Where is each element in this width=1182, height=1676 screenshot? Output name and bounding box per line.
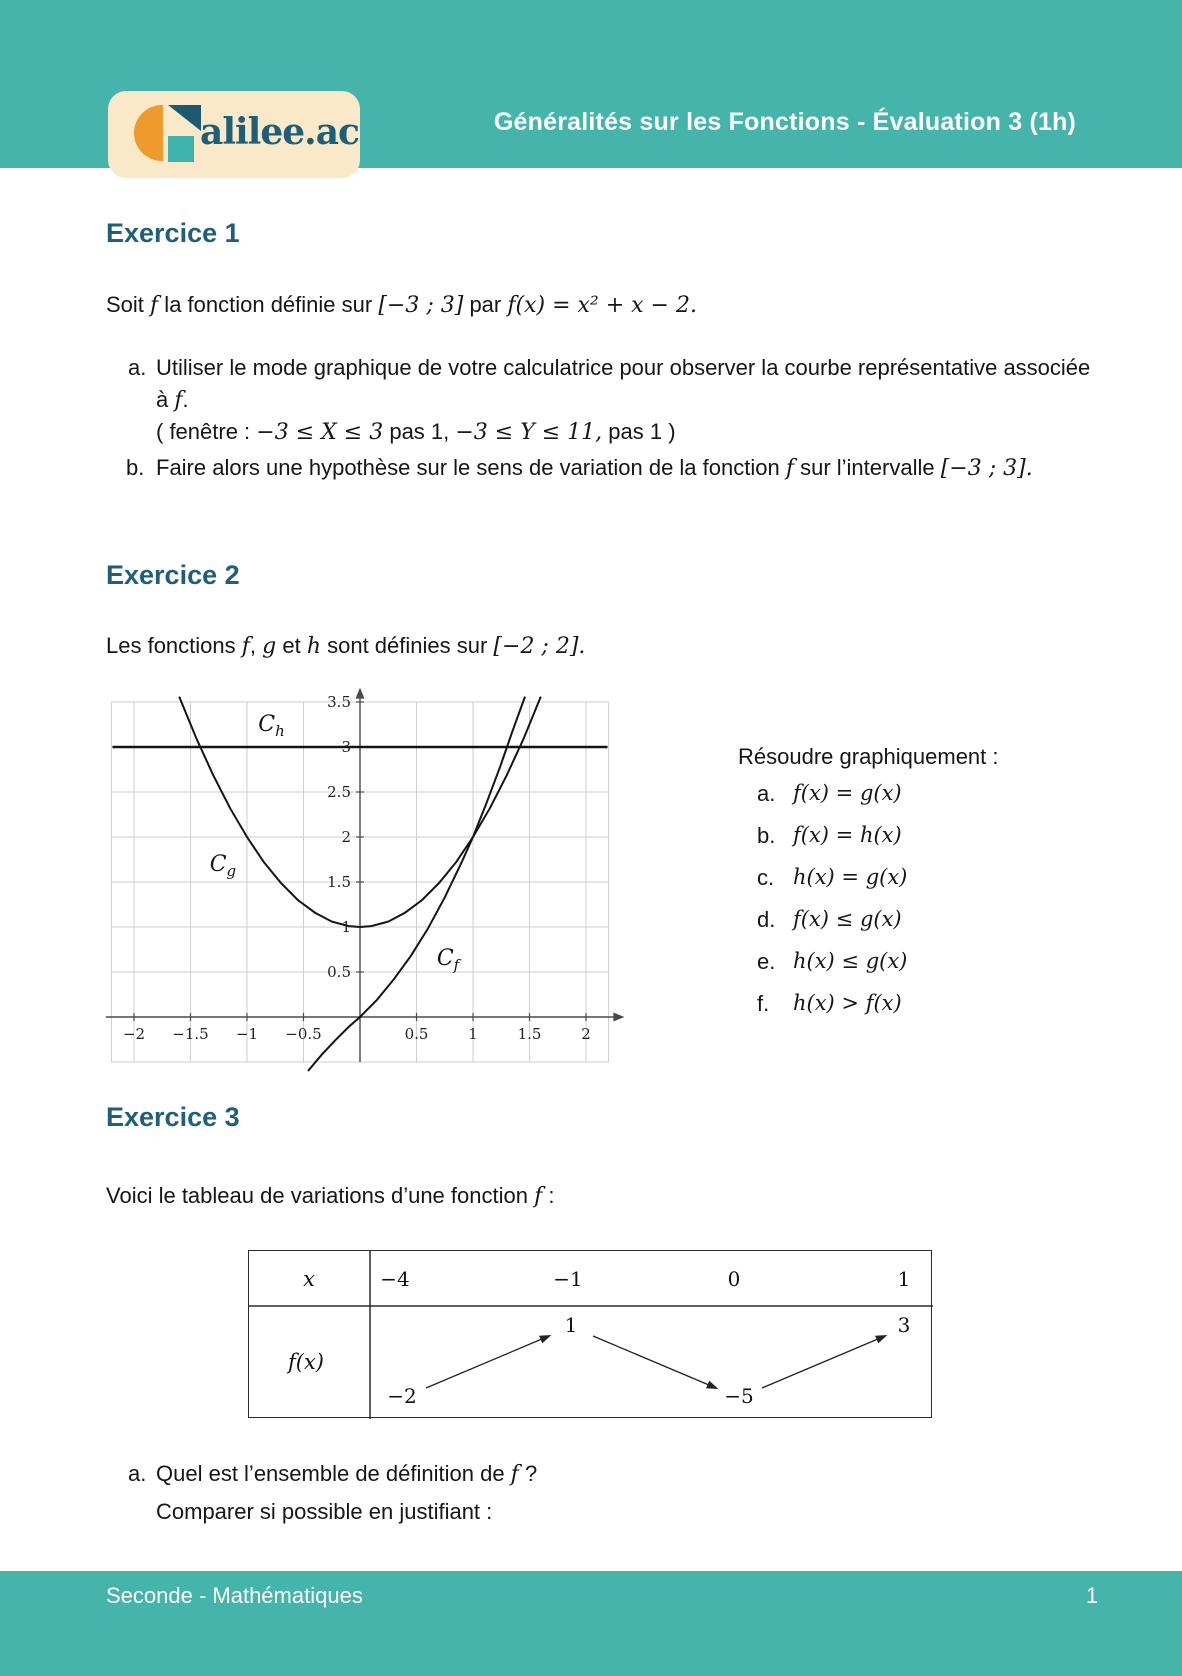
- math-segment: f: [534, 1184, 543, 1209]
- svg-text:1: 1: [341, 918, 351, 936]
- footer-course-label: Seconde - Mathématiques: [106, 1583, 363, 1608]
- svg-text:3.5: 3.5: [327, 693, 351, 711]
- logo-g-square-icon: [168, 136, 194, 162]
- exercise2-heading: Exercice 2: [106, 560, 240, 590]
- table-f-value: 3: [897, 1313, 911, 1337]
- svg-text:2.5: 2.5: [327, 783, 351, 801]
- logo-g-halfdisc-icon: [134, 105, 163, 161]
- variation-table-lines: [249, 1251, 933, 1419]
- svg-text:−1.5: −1.5: [172, 1025, 209, 1043]
- exercise1-heading: Exercice 1: [106, 218, 240, 248]
- text-segment: Quel est l’ensemble de définition de: [156, 1461, 511, 1486]
- logo-text: alilee.ac: [200, 111, 359, 153]
- resoudre-item-formula: h(x) > f(x): [793, 991, 902, 1015]
- resoudre-item-label: b.: [757, 823, 776, 848]
- table-row1-label: x: [303, 1267, 315, 1291]
- logo-g-triangle-icon: [168, 105, 201, 131]
- resoudre-item-formula: f(x) = g(x): [793, 781, 902, 805]
- variation-table: [248, 1250, 932, 1418]
- exercise1-item-b-label: b.: [126, 455, 145, 480]
- math-segment: [−3 ; 3]: [378, 293, 464, 318]
- text-segment: la fonction définie sur: [158, 292, 379, 317]
- table-f-value: 1: [564, 1313, 578, 1337]
- resoudre-item-formula: f(x) ≤ g(x): [793, 907, 902, 931]
- exercise3-item-a: [156, 1461, 537, 1488]
- table-x-value: 0: [727, 1267, 741, 1291]
- text-segment: Faire alors une hypothèse sur le sens de variation de la fonction: [156, 455, 786, 480]
- svg-text:0.5: 0.5: [327, 963, 351, 981]
- text-segment: :: [542, 1183, 555, 1208]
- table-x-value: 1: [897, 1267, 911, 1291]
- svg-text:0.5: 0.5: [404, 1025, 429, 1043]
- svg-text:3: 3: [341, 738, 351, 756]
- table-x-value: −1: [553, 1267, 583, 1291]
- functions-graph: [100, 640, 625, 1080]
- svg-text:2: 2: [341, 828, 351, 846]
- svg-text:1.5: 1.5: [517, 1025, 542, 1043]
- exercise3-item-a-line2: Comparer si possible en justifiant :: [156, 1499, 493, 1524]
- text-segment: .: [182, 387, 189, 412]
- resoudre-item-formula: f(x) = h(x): [793, 823, 902, 847]
- resoudre-item-label: d.: [757, 907, 776, 932]
- resoudre-item-formula: h(x) ≤ g(x): [793, 949, 908, 973]
- resoudre-item-label: c.: [757, 865, 775, 890]
- math-segment: f(x) = x² + x − 2.: [507, 293, 697, 318]
- math-segment: −3 ≤ Y ≤ 11,: [455, 420, 603, 445]
- resoudre-item-label: f.: [757, 991, 770, 1016]
- exercise3-intro: [106, 1183, 554, 1210]
- resoudre-title: Résoudre graphiquement :: [738, 744, 999, 769]
- table-x-value: −4: [380, 1267, 410, 1291]
- svg-text:−2: −2: [122, 1025, 146, 1043]
- text-segment: ?: [518, 1461, 538, 1486]
- exercise1-intro: [106, 292, 697, 319]
- exercise3-heading: Exercice 3: [106, 1102, 240, 1132]
- svg-text:Cf: $C_f$: [436, 945, 460, 974]
- text-segment: à: [156, 387, 175, 412]
- svg-text:1.5: 1.5: [327, 873, 351, 891]
- exercise1-item-a-label: a.: [128, 355, 147, 380]
- math-segment: g: [262, 634, 277, 659]
- svg-text:−1: −1: [235, 1025, 259, 1043]
- page-number: 1: [1085, 1583, 1099, 1608]
- table-row2-label: f(x): [287, 1350, 325, 1374]
- school-logo: [108, 91, 360, 178]
- math-segment: [−3 ; 3].: [940, 456, 1033, 481]
- svg-text:Ch: $C_h$: [258, 711, 285, 740]
- resoudre-item-label: a.: [757, 781, 776, 806]
- text-segment: sur l’intervalle: [793, 455, 941, 480]
- table-f-value: −5: [724, 1384, 754, 1408]
- text-segment: par: [463, 292, 508, 317]
- math-segment: −3 ≤ X ≤ 3: [256, 420, 384, 445]
- math-segment: f: [241, 634, 250, 659]
- table-f-value: −2: [387, 1384, 417, 1408]
- math-segment: h: [306, 634, 321, 659]
- text-segment: pas 1 ): [602, 419, 676, 444]
- text-segment: sont définies sur: [320, 633, 494, 658]
- exercise1-item-a-line1: Utiliser le mode graphique de votre calculatrice pour observer la courbe représentative associée: [156, 355, 1091, 380]
- text-segment: Les fonctions: [106, 633, 242, 658]
- math-segment: f: [174, 388, 183, 413]
- exercise1-item-a-line3: [156, 419, 676, 446]
- resoudre-item-formula: h(x) = g(x): [793, 865, 908, 889]
- text-segment: Voici le tableau de variations d’une fonction: [106, 1183, 535, 1208]
- exercise1-item-b: [156, 455, 1033, 482]
- text-segment: ,: [249, 633, 263, 658]
- math-segment: f: [150, 293, 159, 318]
- math-segment: [−2 ; 2].: [493, 634, 586, 659]
- math-segment: f: [510, 1462, 519, 1487]
- math-segment: f: [785, 456, 794, 481]
- resoudre-item-label: e.: [757, 949, 776, 974]
- svg-text:Cg: $C_g$: [209, 852, 237, 881]
- svg-text:2: 2: [581, 1025, 591, 1043]
- text-segment: Soit: [106, 292, 151, 317]
- exercise3-item-a-label: a.: [128, 1461, 147, 1486]
- text-segment: et: [276, 633, 307, 658]
- text-segment: pas 1,: [383, 419, 456, 444]
- svg-text:1: 1: [468, 1025, 478, 1043]
- exercise1-item-a-line2: [156, 387, 189, 414]
- document-title: Généralités sur les Fonctions - Évaluation 3 (1h): [493, 108, 1077, 136]
- svg-text:−0.5: −0.5: [285, 1025, 322, 1043]
- text-segment: ( fenêtre :: [156, 419, 257, 444]
